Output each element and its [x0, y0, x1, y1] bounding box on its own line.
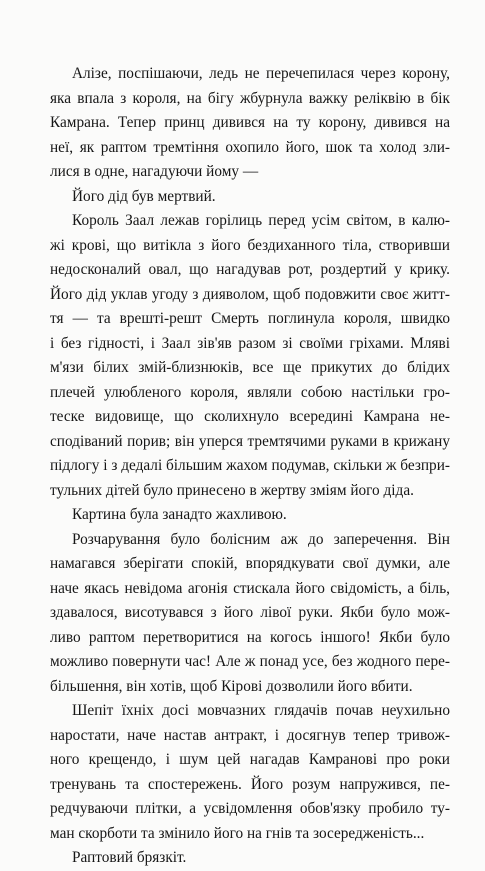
text-line: плечей улюбленого короля, являли собою настільки гро-	[50, 383, 450, 401]
text-line: ливо раптом перетворитися на когось іншого! Якби було	[50, 628, 450, 646]
text-line: наростати, наче настав антракт, і досягнув тепер тривож-	[50, 726, 450, 744]
text-line: неї, як раптом тремтіння охопило його, шок та холод зли-	[50, 138, 450, 156]
text-line: м'язи білих змій-близнюків, все ще прикутих до блідих	[50, 359, 450, 376]
text-line: намагався зберігати спокій, впорядкувати свої думки, але	[50, 555, 450, 572]
text-line: Камрана. Тепер принц дивився на ту корону, дивився на	[50, 114, 450, 131]
text-line: Розчарування було болісним аж до заперечення. Він	[72, 530, 450, 548]
text-line: ного крещендо, і шум цей нагадав Камранові про роки	[50, 751, 450, 768]
text-line: редчуваючи плітки, а усвідомлення обов'язку пробило ту-	[50, 800, 450, 817]
text-line: Алізе, поспішаючи, ледь не перечепилася через корону,	[72, 65, 450, 82]
text-line: тульних дітей було принесено в жертву зміям його діда.	[50, 481, 414, 499]
text-line: Його дід був мертвий.	[72, 187, 216, 205]
text-line: тя — та врешті-решт Смерть поглинула короля, швидко	[50, 310, 450, 327]
text-line: Король Заал лежав горілиць перед усім світом, в калю-	[72, 212, 450, 229]
text-line: лися в одне, нагадуючи йому —	[50, 163, 259, 180]
text-line: яка впала з короля, на бігу жбурнула важку реліквію в бік	[50, 89, 450, 107]
text-line: Раптовий брязкіт.	[72, 849, 187, 866]
text-line: тренувань та спостережень. Його розум напружився, пе-	[50, 775, 450, 793]
text-line: Шепіт їхніх досі мовчазних глядачів почав неухильно	[72, 702, 450, 719]
text-line: ман скорботи та змінило його на гнів та зосередженість...	[50, 824, 425, 842]
text-line: і без гідності, і Заал зів'яв разом зі своїми гріхами. Мляві	[50, 334, 450, 352]
text-line: жі крові, що витікла з його бездиханного тіла, створивши	[50, 236, 450, 254]
text-line: сподіваний порив; він уперся тремтячими руками в крижану	[50, 432, 450, 450]
text-line: Його дід уклав угоду з дияволом, щоб подовжити своє житт-	[50, 285, 450, 303]
text-line: Картина була занадто жахливою.	[72, 506, 287, 523]
text-line: можливо повернути час! Але ж понад усе, без жодного пере-	[50, 653, 450, 670]
text-line: більшення, він хотів, щоб Кірові дозволили його вбити.	[50, 677, 413, 695]
text-line: здавалося, висотувався з його лівої руки. Якби було мож-	[50, 604, 450, 621]
book-page-text	[50, 62, 450, 871]
text-line: наче якась невідома агонія стискала його свідомість, а біль,	[50, 579, 450, 597]
text-line: підлогу і з дедалі більшим жахом подумав, скільки ж безпри-	[50, 457, 450, 474]
text-line: теске видовище, що сколихнуло всередині Камрана не-	[50, 408, 450, 425]
text-line: недосконалий овал, що нагадував рот, роздертий у крику.	[50, 261, 450, 278]
